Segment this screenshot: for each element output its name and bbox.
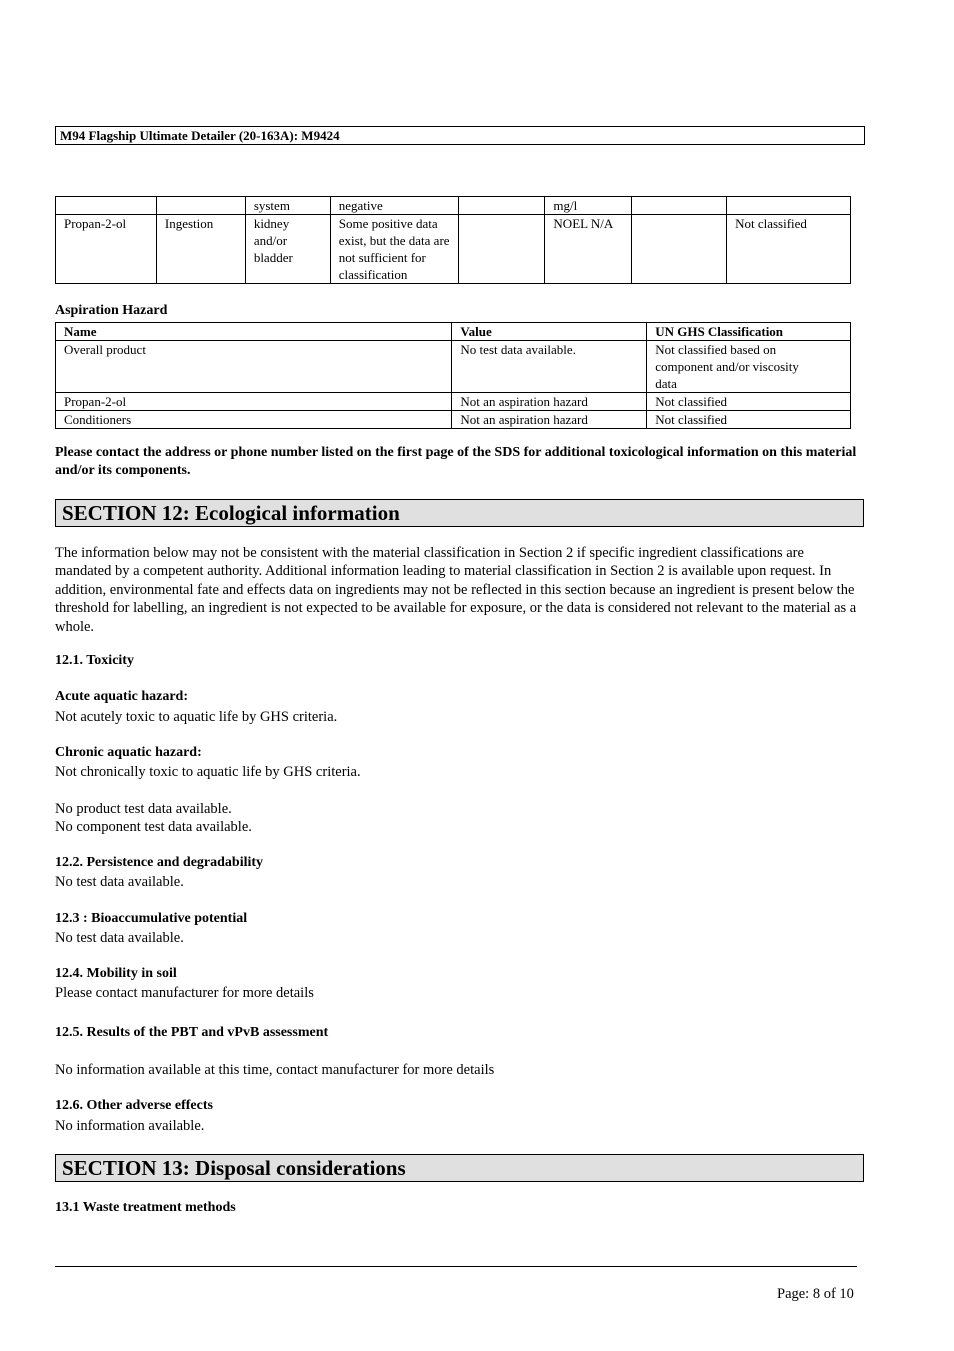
table-cell: NOEL N/A [545, 215, 632, 284]
mobility-text: Please contact manufacturer for more details [55, 985, 314, 1001]
table-cell: system [245, 197, 330, 215]
table-cell: Not an aspiration hazard [452, 411, 647, 429]
table-row [56, 341, 851, 393]
table-cell: Not classified [647, 411, 851, 429]
table-cell: Conditioners [56, 411, 452, 429]
table-cell: Ingestion [156, 215, 245, 284]
mobility-heading: 12.4. Mobility in soil [55, 966, 177, 981]
waste-treatment-heading: 13.1 Waste treatment methods [55, 1200, 236, 1215]
table-cell [56, 197, 157, 215]
no-component-data: No component test data available. [55, 819, 252, 835]
other-effects-heading: 12.6. Other adverse effects [55, 1098, 213, 1113]
document-header: M94 Flagship Ultimate Detailer (20-163A): M9424 [55, 126, 865, 145]
table-cell [632, 215, 727, 284]
table-cell: Propan-2-ol [56, 393, 452, 411]
acute-label: Acute aquatic hazard: [55, 689, 188, 704]
table-cell: Not classified [647, 393, 851, 411]
chronic-text: Not chronically toxic to aquatic life by GHS criteria. [55, 764, 361, 780]
table-cell [156, 197, 245, 215]
column-header: UN GHS Classification [647, 323, 851, 341]
table-cell: mg/l [545, 197, 632, 215]
table-row [56, 411, 851, 429]
table-cell [632, 197, 727, 215]
aspiration-table [55, 322, 851, 429]
pbt-heading: 12.5. Results of the PBT and vPvB assessment [55, 1025, 329, 1040]
pbt-text: No information available at this time, contact manufacturer for more details [55, 1062, 495, 1078]
table-cell: Not classified based on component and/or viscosity data [647, 341, 851, 393]
table-row [56, 197, 851, 215]
acute-text: Not acutely toxic to aquatic life by GHS criteria. [55, 709, 338, 725]
contact-note: Please contact the address or phone number listed on the first page of the SDS for additional toxicological information on this material and/or its components. [55, 445, 857, 479]
table-cell: Some positive data exist, but the data are not sufficient for classification [330, 215, 458, 284]
persistence-heading: 12.2. Persistence and degradability [55, 855, 264, 870]
page-number: Page: 8 of 10 [777, 1286, 854, 1302]
column-header: Name [56, 323, 452, 341]
section-12-intro: The information below may not be consistent with the material classification in Section 2 if specific ingredient classifications are mandated by a competent authority. Additional information leading to material classification in Section 2 is available upon request. In addition, environmental fate and effects data on ingredients may not be reflected in this section because an ingredient is present below the threshold for labelling, an ingredient is not expected to be available for exposure, or the data is considered not relevant to the material as a whole. [55, 545, 857, 635]
table-cell: Propan-2-ol [56, 215, 157, 284]
table-cell: negative [330, 197, 458, 215]
table-cell: Overall product [56, 341, 452, 393]
table-row [56, 393, 851, 411]
toxicity-heading: 12.1. Toxicity [55, 653, 134, 668]
aspiration-heading: Aspiration Hazard [55, 303, 168, 318]
table-cell: No test data available. [452, 341, 647, 393]
table-cell [458, 215, 545, 284]
persistence-text: No test data available. [55, 874, 184, 890]
table-cell: kidney and/or bladder [245, 215, 330, 284]
table-cell: Not classified [727, 215, 851, 284]
bioaccumulative-text: No test data available. [55, 930, 184, 946]
toxicity-table [55, 196, 851, 284]
section-13-title: SECTION 13: Disposal considerations [55, 1154, 864, 1182]
table-row [56, 215, 851, 284]
footer-divider [55, 1266, 857, 1267]
table-header-row [56, 323, 851, 341]
chronic-label: Chronic aquatic hazard: [55, 745, 202, 760]
table-cell [458, 197, 545, 215]
section-12-title: SECTION 12: Ecological information [55, 499, 864, 527]
bioaccumulative-heading: 12.3 : Bioaccumulative potential [55, 911, 248, 926]
table-cell: Not an aspiration hazard [452, 393, 647, 411]
no-product-data: No product test data available. [55, 801, 232, 817]
other-effects-text: No information available. [55, 1118, 205, 1134]
column-header: Value [452, 323, 647, 341]
table-cell [727, 197, 851, 215]
